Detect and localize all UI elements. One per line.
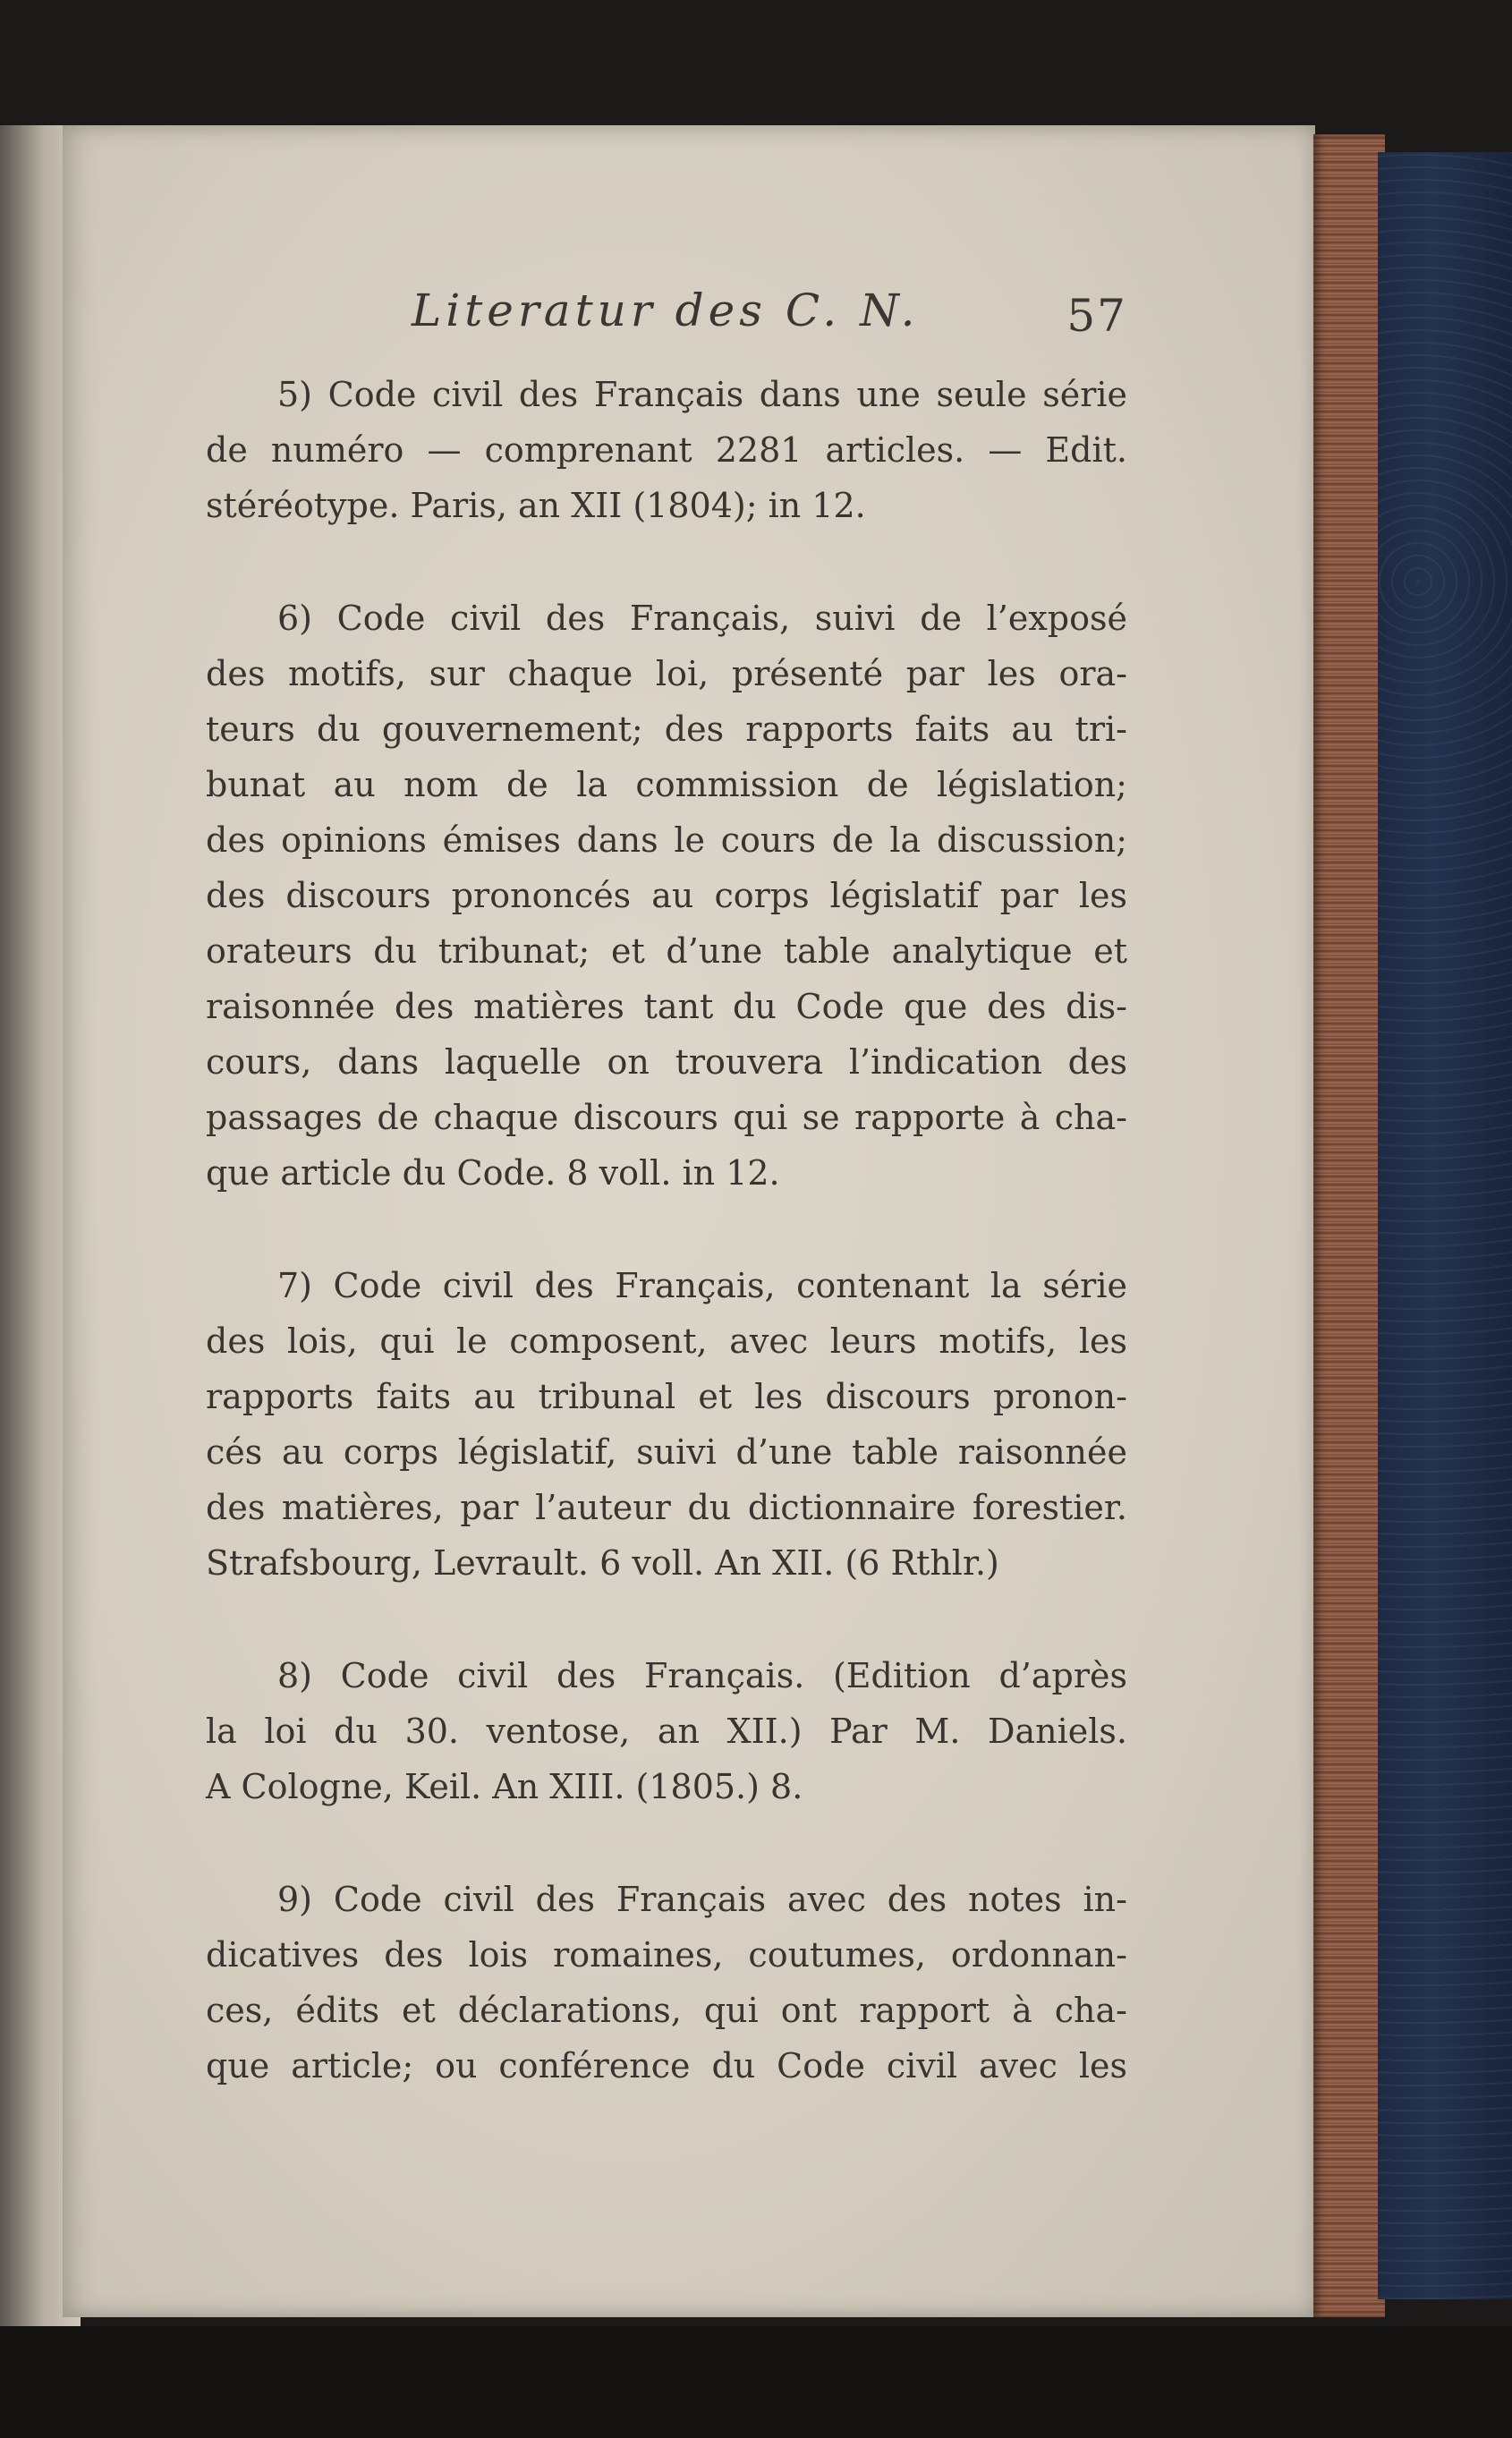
running-header xyxy=(206,285,1127,356)
text-line: 6) Code civil des Français, suivi de l’exposé xyxy=(277,599,1127,638)
book-cover xyxy=(1378,152,1512,2299)
text-line: 8) Code civil des Français. (Edition d’après xyxy=(277,1656,1127,1695)
text-line: cés au corps législatif, suivi d’une table raisonnée xyxy=(206,1432,1127,1472)
text-line: A Cologne, Keil. An XIII. (1805.) 8. xyxy=(206,1767,803,1806)
body-text xyxy=(206,367,1127,2151)
text-line: 5) Code civil des Français dans une seule série xyxy=(277,375,1127,414)
background xyxy=(0,2326,1512,2438)
text-line: passages de chaque discours qui se rapporte à cha- xyxy=(206,1098,1127,1137)
text-line: cours, dans laquelle on trouvera l’indication des xyxy=(206,1042,1127,1082)
text-line: rapports faits au tribunal et les discours pronon- xyxy=(206,1377,1127,1416)
text-line: orateurs du tribunat; et d’une table analytique et xyxy=(206,931,1127,971)
text-line: dicatives des lois romaines, coutumes, ordonnan- xyxy=(206,1935,1127,1975)
text-line: 9) Code civil des Français avec des notes in- xyxy=(277,1880,1127,1919)
running-title: Literatur des C. N. xyxy=(412,285,920,336)
text-line: des motifs, sur chaque loi, présenté par les ora- xyxy=(206,654,1127,693)
entry-9 xyxy=(206,1872,1127,2094)
text-line: bunat au nom de la commission de législation; xyxy=(206,765,1127,804)
text-line: stéréotype. Paris, an XII (1804); in 12. xyxy=(206,486,866,525)
text-line: la loi du 30. ventose, an XII.) Par M. Daniels. xyxy=(206,1712,1127,1751)
entry-7 xyxy=(206,1258,1127,1591)
entry-5 xyxy=(206,367,1127,533)
text-line: que article; ou conférence du Code civil avec les xyxy=(206,2046,1127,2085)
page-block-edges xyxy=(1313,134,1385,2317)
text-line: des discours prononcés au corps législatif par les xyxy=(206,876,1127,915)
text-line: que article du Code. 8 voll. in 12. xyxy=(206,1153,780,1193)
entry-8 xyxy=(206,1648,1127,1814)
text-line: Strafsbourg, Levrault. 6 voll. An XII. (6 Rthlr.) xyxy=(206,1543,999,1583)
text-line: raisonnée des matières tant du Code que des dis- xyxy=(206,987,1127,1026)
text-line: 7) Code civil des Français, contenant la série xyxy=(277,1266,1127,1305)
text-line: ces, édits et déclarations, qui ont rapport à cha- xyxy=(206,1991,1127,2030)
text-line: des lois, qui le composent, avec leurs motifs, les xyxy=(206,1321,1127,1361)
entry-6 xyxy=(206,590,1127,1201)
text-line: teurs du gouvernement; des rapports faits au tri- xyxy=(206,709,1127,749)
text-line: des matières, par l’auteur du dictionnaire forestier. xyxy=(206,1488,1127,1527)
text-line: de numéro — comprenant 2281 articles. — Edit. xyxy=(206,430,1127,470)
text-line: des opinions émises dans le cours de la discussion; xyxy=(206,820,1127,860)
page-number: 57 xyxy=(1066,290,1127,342)
